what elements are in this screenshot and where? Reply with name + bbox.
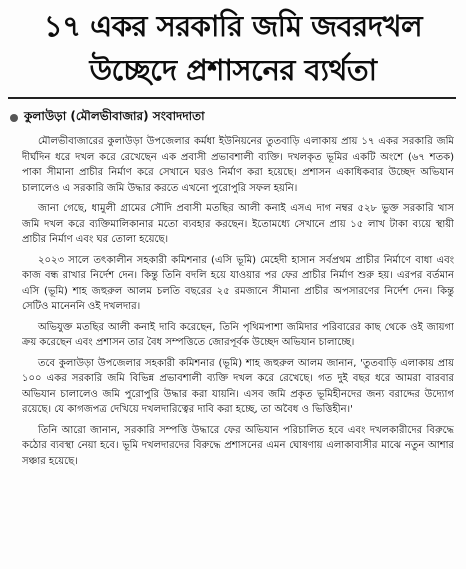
paragraph-3: ২০২৩ সালে তৎকালীন সহকারী কমিশনার (এসি ভূমি) মেহেদী হাসান সর্বপ্রথম প্রাচীর নির্মাণে বাধা এবং কাজ বন্ধ রাখার নির্দেশ দেন। কিন্তু তিনি বদলি হয়ে যাওয়ার পর ফের প্রাচীর নির্মাণ শুরু হয়। এরপর বর্তমান এসি (ভূমি) শাহ জহুরুল আলম চলতি বছরের ২৫ রমজানে সীমানা প্রাচীর অপসারণের নির্দেশ দেন। কিন্তু সেটিও মানেননি ওই দখলদার। bbox=[22, 254, 454, 312]
byline bbox=[10, 108, 205, 128]
article-body bbox=[22, 134, 454, 565]
headline-divider bbox=[8, 97, 456, 99]
paragraph-6: তিনি আরো জানান, সরকারি সম্পত্তি উদ্ধারে ফের অভিযান পরিচালিত হবে এবং দখলকারীদের বিরুদ্ধে কঠোর ব্যবস্থা নেয়া হবে। ভূমি দখলদারদের বিরুদ্ধে প্রশাসনের এমন ঘোষণায় এলাকাবাসীর মাঝে নতুন আশার সঞ্চার হয়েছে। bbox=[22, 424, 454, 467]
paragraph-5: তবে কুলাউড়া উপজেলার সহকারী কমিশনার (ভূমি) শাহ জহুরুল আলম জানান, 'তুতবাড়ি এলাকায় প্রায় ১০০ একর সরকারি জমি বিভিন্ন প্রভাবশালী ব্যক্তি দখল করে রেখেছে। গত দুই বছর ধরে আমরা বারবার অভিযান চালালেও জমি পুরোপুরি উদ্ধার করা যায়নি। এসব জমি প্রকৃত ভূমিহীনদের জন্য বরাদ্দের উদ্যোগ রয়েছে। যে কাগজপত্র দেখিয়ে দখলদারিত্বের দাবি করা হচ্ছে, তা অবৈধ ও ভিত্তিহীন।' bbox=[22, 357, 454, 415]
paragraph-4: অভিযুক্ত মতছির আলী কনাই দাবি করেছেন, তিনি পৃথিমপাশা জমিদার পরিবারের কাছ থেকে ওই জায়গা ক্রয় করেছেন এবং প্রশাসন তার বৈধ সম্পত্তিতে জোরপূর্বক উচ্ছেদ অভিযান চালাচ্ছে। bbox=[22, 321, 454, 348]
paragraph-1: মৌলভীবাজারের কুলাউড়া উপজেলার কর্মধা ইউনিয়নের তুতবাড়ি এলাকায় প্রায় ১৭ একর সরকারি জমি দীর্ঘদিন ধরে দখল করে রেখেছেন এক প্রবাসী প্রভাবশালী ব্যক্তি। দখলকৃত ভূমির একটি অংশে (৬৭ শতক) পাকা সীমানা প্রাচীর নির্মাণ করে সেখানে ঘরও নির্মাণ করা হয়েছে। প্রশাসন একাধিকবার উচ্ছেদ অভিযান চালালেও এ সরকারি জমি উদ্ধার করতে এখনো পুরোপুরি সফল হয়নি। bbox=[22, 136, 454, 194]
bullet-icon bbox=[10, 114, 18, 122]
byline-text: কুলাউড়া (মৌলভীবাজার) সংবাদদাতা bbox=[24, 109, 205, 123]
headline-line-1: ১৭ একর সরকারি জমি জবরদখল bbox=[43, 9, 423, 43]
paragraph-2: জানা গেছে, ধামুলী গ্রামের সৌদি প্রবাসী মতছির আলী কনাই এসএ দাগ নম্বর ৫২৮ ভুক্ত সরকারি খাস জমি দখল করে ব্যক্তিমালিকানার মতো ব্যবহার করছেন। ইতোমধ্যে সেখানে প্রায় ১৫ লাখ টাকা ব্যয়ে স্থায়ী প্রাচীর নির্মাণ এবং ঘর তোলা হয়েছে। bbox=[22, 203, 454, 245]
headline-line-2: উচ্ছেদে প্রশাসনের ব্যর্থতা bbox=[89, 53, 377, 87]
